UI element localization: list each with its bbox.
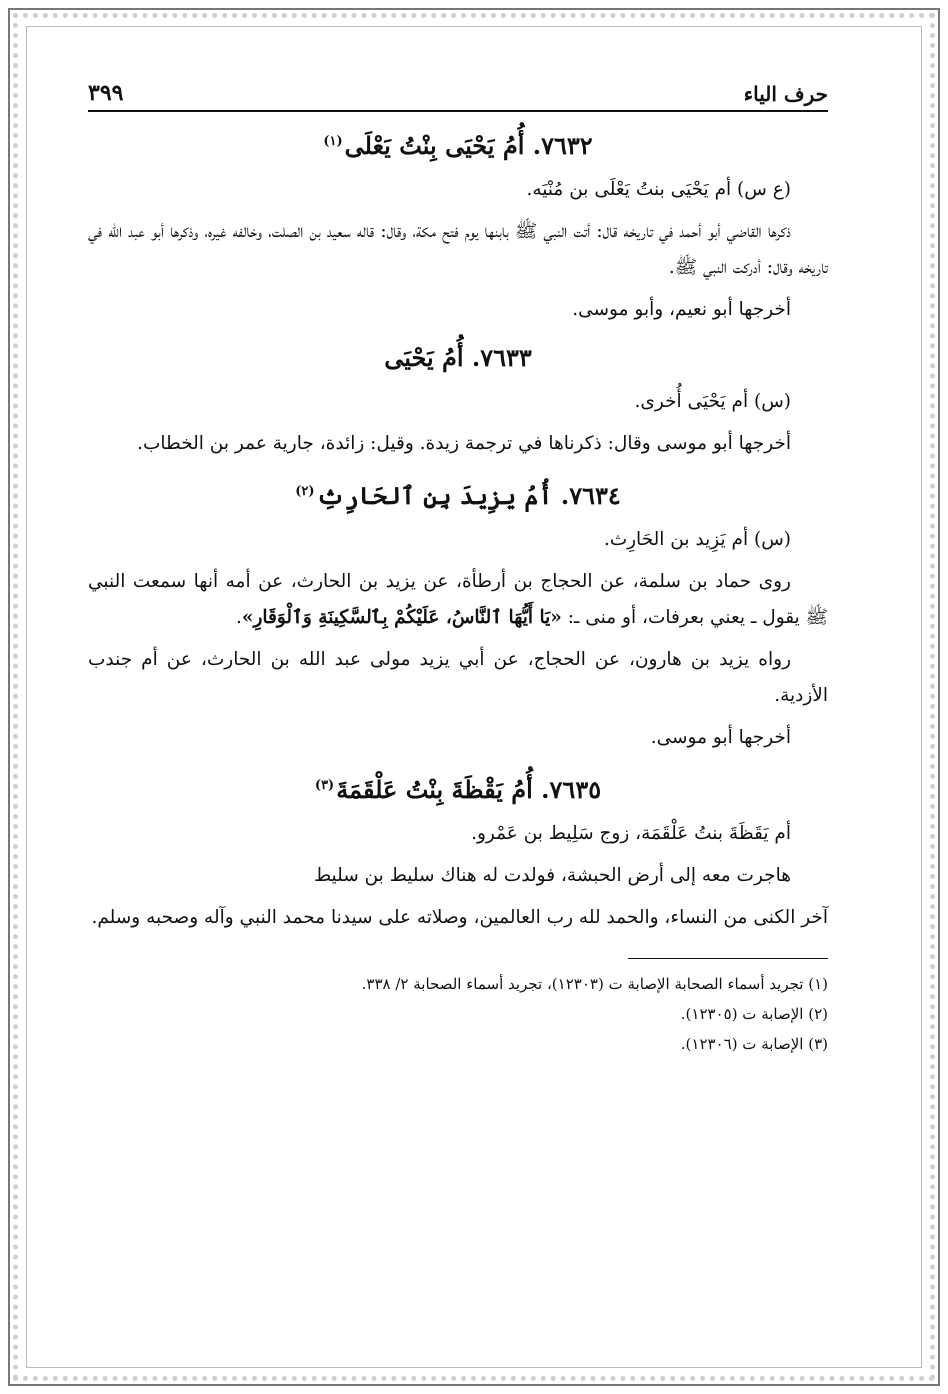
paragraph: هاجرت معه إلى أرض الحبشة، فولدت له هناك سليط بن سليط [313,865,791,886]
entry-title: ٧٦٣٥. أُمُ يَقْظَةَ بِنْتُ عَلْقَمَةَ [336,775,602,804]
footnote: (٢) الإصابة ت (١٢٣٠٥). [680,1005,828,1023]
paragraph: (س) أم يَزِيد بن الحَارِث. [603,529,791,550]
footnote-separator [628,958,828,959]
paragraph: (س) أم يَحْيَى أُخرى. [634,391,791,412]
paragraph: رواه يزيد بن هارون، عن الحجاج، عن أبي يزيد مولى عبد الله بن الحارث، عن أم جندب الأزدية. [88,649,828,706]
paragraph: ذكرها القاضي أبو أحمد في تاريخه قال: أتت النبي ﷺ بابنها يوم فتح مكة، وقال: قاله سعيد بن الصلت، وخالفه غيره، وذكرها أبو عبد الله في تاريخه وقال: أدركت النبي ﷺ. [88,221,828,278]
hadith-end: . [236,607,242,628]
paragraph-hadith [88,564,828,636]
footnote: (١) تجريد أسماء الصحابة الإصابة ت (١٢٣٠٣)، تجريد أسماء الصحابة ٢/ ٣٣٨. [361,975,828,993]
hadith-chain: روى حماد بن سلمة، عن الحجاج بن أرطأة، عن يزيد بن الحارث، عن أمه أنها سمعت النبي ﷺ يقول ـ يعني بعرفات، أو منى ـ: [88,571,828,628]
entry-title: ٧٦٣٢. أُمُ يَحْيَى بِنْتُ يَعْلَى [344,131,593,160]
paragraph: (ع س) أم يَحْيَى بنتُ يَعْلَى بن مُنْيَه. [526,179,791,200]
page-number: ٣٩٩ [88,80,124,106]
entry-title: ٧٦٣٤. أُمُ يزِيدَ بِنِ ٱلحَارِثِ [316,481,621,510]
paragraph: أم يَقَظَةَ بنتُ عَلْقَمَة، زوج سَلِيط بن عَمْرو. [471,823,791,844]
footnote-ref: (١) [323,134,343,149]
paragraph: أخرجها أبو موسى وقال: ذكرناها في ترجمة زيدة. وقيل: زائدة، جارية عمر بن الخطاب. [137,433,791,454]
entry-title: ٧٦٣٣. أُمُ يَحْيَى [384,343,532,372]
entry-heading-7635 [88,766,828,810]
running-header [88,74,828,112]
paragraph: أخرجها أبو موسى. [650,727,791,748]
footnote-ref: (٢) [295,484,315,499]
entry-heading-7633 [88,338,828,378]
closing-paragraph: آخر الكنى من النساء، والحمد لله رب العالمين، وصلاته على سيدنا محمد النبي وآله وصحبه وسلم. [91,907,828,928]
entry-heading-7632 [88,122,828,166]
footnote: (٣) الإصابة ت (١٢٣٠٦). [680,1035,828,1053]
paragraph: أخرجها أبو نعيم، وأبو موسى. [572,299,791,320]
book-page [88,74,828,1334]
footnote-ref: (٣) [314,778,335,793]
entry-heading-7634 [88,472,828,516]
chapter-title: حرف الياء [743,82,828,106]
hadith-quote: «يَا أَيُّهَا ٱلنَّاسُ، عَلَيْكُمْ بِٱلسَّكِينَةِ وَٱلْوَقَارِ» [241,607,562,628]
